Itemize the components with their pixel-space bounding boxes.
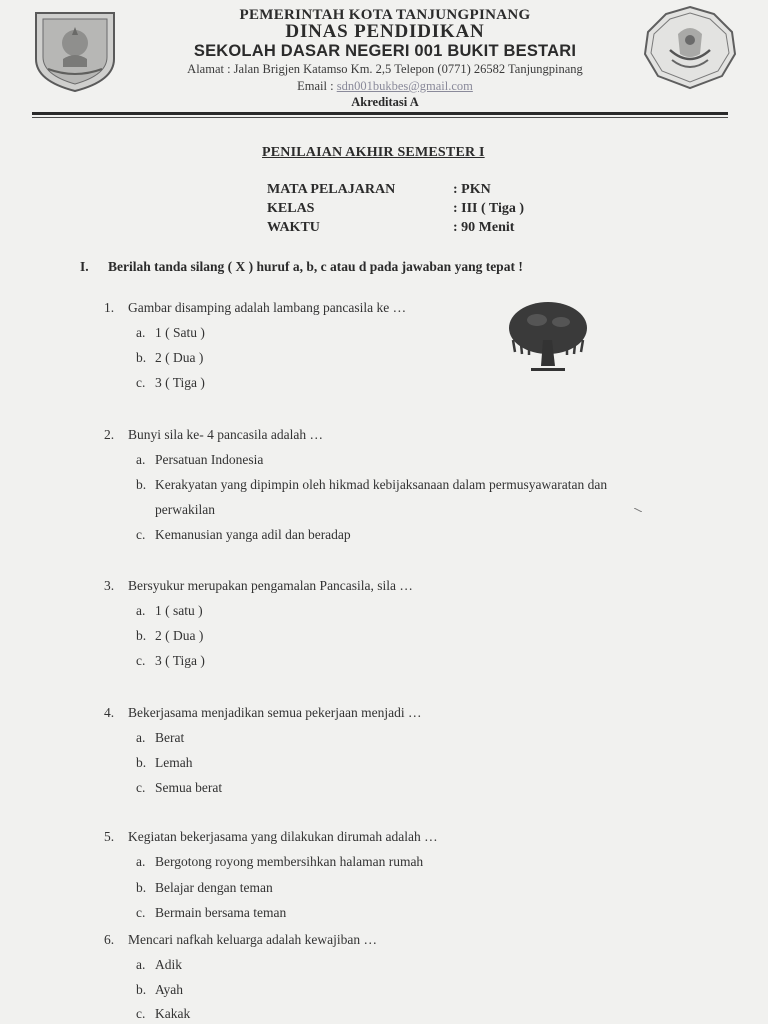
- q4-option-a[interactable]: [136, 730, 184, 746]
- option-letter: c.: [136, 905, 146, 920]
- option-letter: a.: [136, 854, 146, 869]
- option-letter: c.: [136, 653, 146, 668]
- school-name: SEKOLAH DASAR NEGERI 001 BUKIT BESTARI: [193, 42, 577, 60]
- class-value: : III ( Tiga ): [453, 201, 525, 216]
- option-letter: c.: [136, 527, 146, 542]
- q5-option-c[interactable]: [136, 905, 286, 921]
- school-address: Alamat : Jalan Brigjen Katamso Km. 2,5 Telepon (0771) 26582 Tanjungpinang: [187, 62, 583, 76]
- option-text: 1 ( Satu ): [155, 325, 205, 340]
- q4-option-b[interactable]: [136, 755, 192, 771]
- option-text: 3 ( Tiga ): [155, 375, 205, 390]
- option-letter: a.: [136, 730, 146, 745]
- city-emblem-logo: [30, 7, 120, 93]
- option-letter: a.: [136, 957, 146, 972]
- option-text: 1 ( satu ): [155, 603, 203, 618]
- question-text: Mencari nafkah keluarga adalah kewajiban …: [128, 932, 378, 947]
- question-5: [104, 829, 438, 845]
- q1-option-c[interactable]: [136, 375, 205, 391]
- question-text: Kegiatan bekerjasama yang dilakukan dirumah adalah …: [128, 829, 438, 844]
- government-heading: PEMERINTAH KOTA TANJUNGPINANG: [239, 7, 531, 23]
- option-text: Bermain bersama teman: [155, 905, 287, 920]
- option-letter: a.: [136, 325, 146, 340]
- time-value: : 90 Menit: [453, 220, 515, 235]
- q1-option-a[interactable]: [136, 325, 205, 341]
- option-letter: c.: [136, 780, 146, 795]
- time-row: [267, 220, 515, 236]
- q6-option-b[interactable]: [136, 982, 183, 998]
- accreditation: Akreditasi A: [351, 95, 419, 109]
- question-number: 4.: [104, 705, 115, 720]
- question-number: 5.: [104, 829, 115, 844]
- section-number: I.: [80, 259, 89, 274]
- q2-option-b-continuation: perwakilan: [155, 502, 215, 517]
- option-text: Kerakyatan yang dipimpin oleh hikmad kebijaksanaan dalam permusyawaratan dan: [155, 477, 608, 492]
- q1-option-b[interactable]: [136, 350, 203, 366]
- email-link[interactable]: sdn001bukbes@gmail.com: [336, 79, 473, 93]
- option-text: 2 ( Dua ): [155, 628, 204, 643]
- q3-option-a[interactable]: [136, 603, 203, 619]
- subject-row: [267, 182, 491, 198]
- instruction: [80, 259, 523, 275]
- option-text: Kakak: [155, 1006, 191, 1021]
- question-number: 3.: [104, 578, 115, 593]
- department-heading: DINAS PENDIDIKAN: [285, 21, 485, 42]
- option-text: Kemanusian yanga adil dan beradap: [155, 527, 351, 542]
- question-1: [104, 300, 406, 316]
- question-3: [104, 578, 413, 594]
- option-letter: a.: [136, 603, 146, 618]
- school-email-line: [130, 79, 640, 94]
- option-letter: c.: [136, 375, 146, 390]
- q2-option-b[interactable]: [136, 477, 607, 493]
- option-letter: b.: [136, 755, 147, 770]
- option-letter: c.: [136, 1006, 146, 1021]
- option-text: 3 ( Tiga ): [155, 653, 205, 668]
- option-letter: b.: [136, 350, 147, 365]
- q5-option-a[interactable]: [136, 854, 423, 870]
- time-label: WAKTU: [267, 220, 320, 235]
- option-text: 2 ( Dua ): [155, 350, 204, 365]
- option-letter: b.: [136, 628, 147, 643]
- option-letter: b.: [136, 880, 147, 895]
- banyan-tree-icon: [507, 300, 589, 374]
- question-6: [104, 932, 377, 948]
- option-letter: b.: [136, 477, 147, 492]
- question-number: 2.: [104, 427, 115, 442]
- option-text: Lemah: [155, 755, 193, 770]
- question-text: Bunyi sila ke- 4 pancasila adalah …: [128, 427, 323, 442]
- option-letter: a.: [136, 452, 146, 467]
- question-4: [104, 705, 422, 721]
- exam-title: PENILAIAN AKHIR SEMESTER I: [262, 145, 485, 160]
- education-ministry-logo: [642, 4, 738, 90]
- option-text: Berat: [155, 730, 185, 745]
- q2-option-c[interactable]: [136, 527, 351, 543]
- q3-option-c[interactable]: [136, 653, 205, 669]
- option-letter: b.: [136, 982, 147, 997]
- option-text: Bergotong royong membersihkan halaman rumah: [155, 854, 424, 869]
- paper-speck: [634, 508, 642, 512]
- option-text: Adik: [155, 957, 182, 972]
- subject-label: MATA PELAJARAN: [267, 182, 396, 197]
- option-text: Persatuan Indonesia: [155, 452, 264, 467]
- question-number: 1.: [104, 300, 115, 315]
- q4-option-c[interactable]: [136, 780, 222, 796]
- q2-option-a[interactable]: [136, 452, 263, 468]
- option-text: Semua berat: [155, 780, 223, 795]
- question-2: [104, 427, 323, 443]
- letterhead-divider: [32, 112, 728, 115]
- question-text: Bersyukur merupakan pengamalan Pancasila, sila …: [128, 578, 413, 593]
- q5-option-b[interactable]: [136, 880, 273, 896]
- question-text: Gambar disamping adalah lambang pancasila ke …: [128, 300, 407, 315]
- option-text: Ayah: [155, 982, 184, 997]
- instruction-text: Berilah tanda silang ( X ) huruf a, b, c atau d pada jawaban yang tepat !: [108, 259, 523, 274]
- letterhead-divider-thin: [32, 117, 728, 118]
- q6-option-a[interactable]: [136, 957, 182, 973]
- class-label: KELAS: [267, 201, 315, 216]
- email-label: Email :: [297, 79, 337, 93]
- option-text: Belajar dengan teman: [155, 880, 273, 895]
- question-text: Bekerjasama menjadikan semua pekerjaan menjadi …: [128, 705, 422, 720]
- class-row: [267, 201, 525, 217]
- question-number: 6.: [104, 932, 115, 947]
- subject-value: : PKN: [453, 182, 491, 197]
- q3-option-b[interactable]: [136, 628, 203, 644]
- q6-option-c[interactable]: [136, 1006, 190, 1022]
